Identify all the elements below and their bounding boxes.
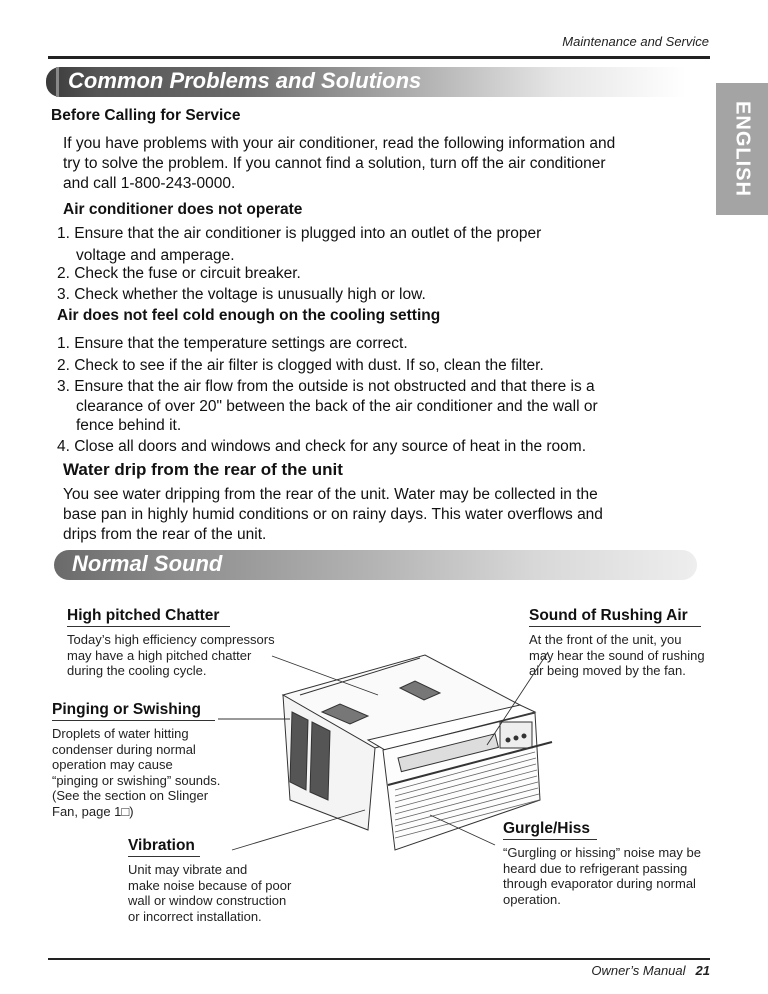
callout-line: Unit may vibrate and <box>128 862 248 877</box>
callout-line: through evaporator during normal <box>503 876 696 891</box>
intro-line: and call 1-800-243-0000. <box>63 175 236 192</box>
callout-line: during the cooling cycle. <box>67 663 207 678</box>
list-item: clearance of over 20" between the back of the air conditioner and the wall or <box>76 398 598 415</box>
callout-line: “Gurgling or hissing” noise may be <box>503 845 701 860</box>
callout-line: Droplets of water hitting <box>52 726 189 741</box>
page-footer <box>591 963 710 978</box>
callout-line: Fan, page 1□) <box>52 803 134 819</box>
callout-title: Pinging or Swishing <box>52 701 215 721</box>
callout-title: Gurgle/Hiss <box>503 820 597 840</box>
callout-line: air being moved by the fan. <box>529 663 686 678</box>
callout-line: “pinging or swishing” sounds. <box>52 772 221 788</box>
section-title: Common Problems and Solutions <box>68 68 422 93</box>
subtitle-before-calling: Before Calling for Service <box>51 107 241 124</box>
callout-title: Vibration <box>128 837 200 857</box>
callout-line: may hear the sound of rushing <box>529 647 705 663</box>
callout-title: High pitched Chatter <box>67 607 230 627</box>
bottom-rule <box>48 958 710 960</box>
callout-line: heard due to refrigerant passing <box>503 860 688 876</box>
callout-line: may have a high pitched chatter <box>67 647 252 663</box>
list-item: fence behind it. <box>76 417 182 434</box>
list-item: 1. Ensure that the air conditioner is plugged into an outlet of the proper <box>57 225 542 242</box>
paragraph-line: You see water dripping from the rear of the unit. Water may be collected in the <box>63 486 598 503</box>
callout-line: At the front of the unit, you <box>529 632 682 647</box>
intro-line: try to solve the problem. If you cannot find a solution, turn off the air conditioner <box>63 155 606 172</box>
paragraph-line: base pan in highly humid conditions or on rainy days. This water overflows and <box>63 506 603 523</box>
callout-line: (See the section on Slinger <box>52 788 209 803</box>
language-tab-label: ENGLISH <box>731 101 754 197</box>
list-item: 1. Ensure that the temperature settings are correct. <box>57 335 408 352</box>
list-item: 4. Close all doors and windows and check for any source of heat in the room. <box>57 438 587 455</box>
intro-line: If you have problems with your air conditioner, read the following information and <box>63 135 616 152</box>
callout-line: make noise because of poor <box>128 877 292 893</box>
list-item: 2. Check to see if the air filter is clogged with dust. If so, clean the filter. <box>57 357 544 374</box>
problem-heading-water-drip: Water drip from the rear of the unit <box>63 460 343 479</box>
callout-line: operation may cause <box>52 757 173 772</box>
callout-title: Sound of Rushing Air <box>529 607 701 627</box>
list-item: 3. Check whether the voltage is unusually high or low. <box>57 286 426 303</box>
problem-heading-not-operate: Air conditioner does not operate <box>63 201 303 218</box>
section-title: Normal Sound <box>72 551 223 576</box>
callout-line: wall or window construction <box>128 893 287 908</box>
list-item: voltage and amperage. <box>76 247 235 264</box>
page-number: 21 <box>695 963 710 978</box>
paragraph-line: drips from the rear of the unit. <box>63 526 267 543</box>
list-item: 2. Check the fuse or circuit breaker. <box>57 265 301 282</box>
callout-line: operation. <box>503 891 561 907</box>
callout-line: Today’s high efficiency compressors <box>67 632 275 647</box>
callout-line: condenser during normal <box>52 741 196 757</box>
footer-label: Owner’s Manual <box>591 963 686 978</box>
callout-line: or incorrect installation. <box>128 908 262 924</box>
running-head: Maintenance and Service <box>562 34 709 49</box>
list-item: 3. Ensure that the air flow from the outside is not obstructed and that there is a <box>57 378 595 395</box>
problem-heading-not-cold: Air does not feel cold enough on the cooling setting <box>57 307 441 324</box>
